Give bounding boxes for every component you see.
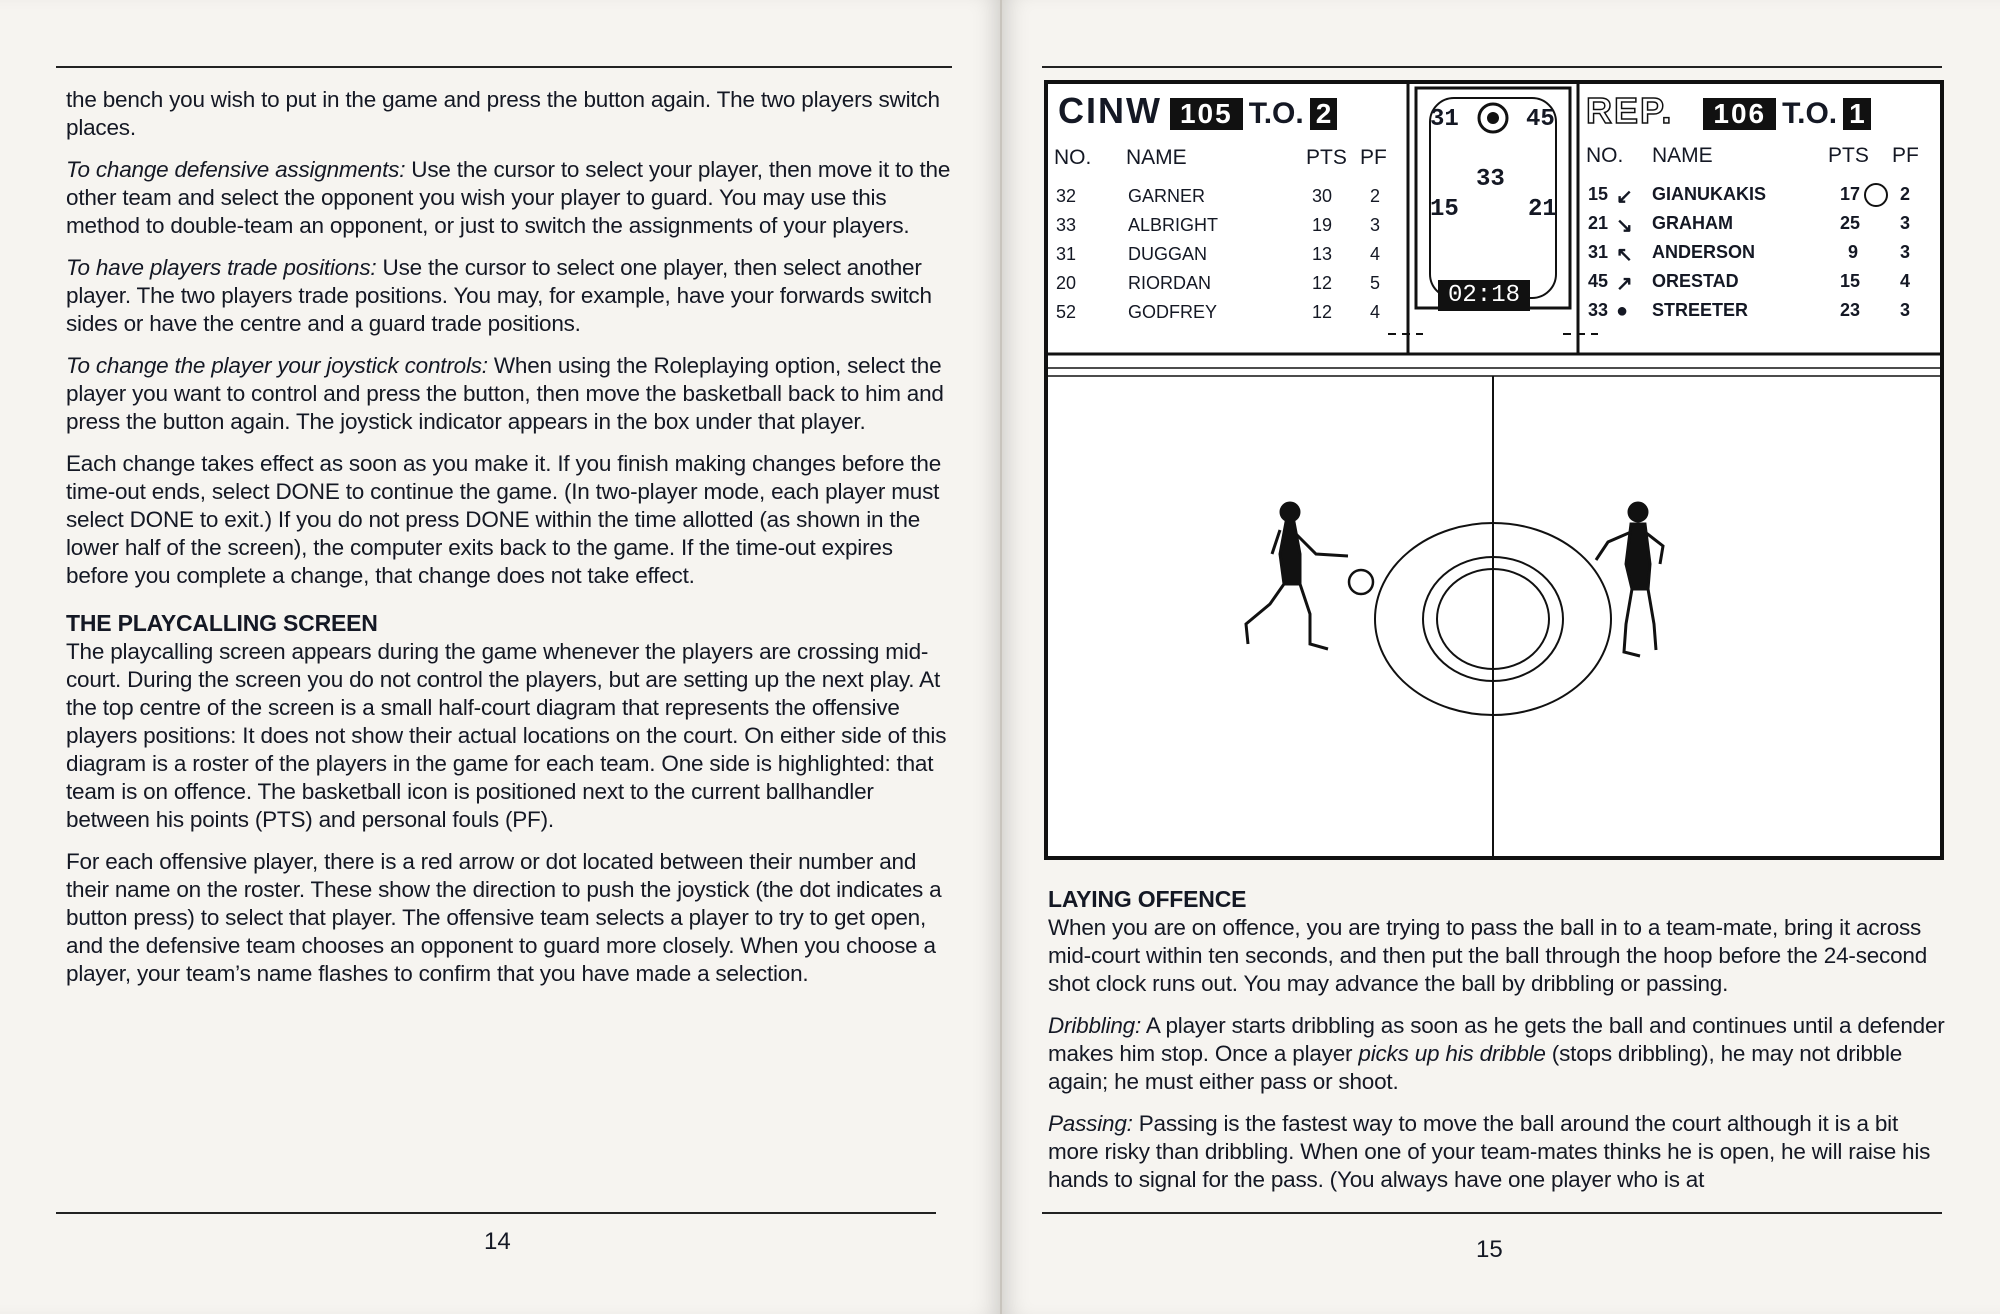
player-pf: 3 bbox=[1900, 213, 1911, 233]
heading-playcalling: THE PLAYCALLING SCREEN bbox=[66, 610, 378, 636]
timeout-count: 1 bbox=[1843, 98, 1871, 130]
player-name: GIANUKAKIS bbox=[1652, 184, 1767, 204]
col-name: NAME bbox=[1652, 144, 1713, 167]
bottom-rule bbox=[56, 1212, 936, 1214]
player-pts: 12 bbox=[1312, 302, 1333, 322]
team-score: 106 bbox=[1703, 98, 1776, 130]
team-name: CINW bbox=[1058, 90, 1162, 131]
player-pts: 23 bbox=[1840, 300, 1861, 320]
player-number: 45 bbox=[1588, 271, 1609, 291]
paragraph-joystick: To change the player your joystick controls: When using the Roleplaying option, select the player you want to control and press the button, then move the basketball back to him and press the button again. The joystick indicator appears in the box under that player. bbox=[66, 353, 944, 434]
timeout-count: 2 bbox=[1310, 98, 1338, 130]
page-number: 14 bbox=[484, 1228, 511, 1255]
player-name: GRAHAM bbox=[1652, 213, 1733, 233]
player-pts: 12 bbox=[1312, 273, 1333, 293]
diagram-number: 33 bbox=[1476, 166, 1505, 193]
player-pf: 2 bbox=[1370, 186, 1381, 206]
player-name: STREETER bbox=[1652, 300, 1749, 320]
col-no: NO. bbox=[1586, 144, 1624, 167]
top-rule bbox=[1042, 66, 1942, 68]
player-row[interactable] bbox=[1582, 184, 1940, 212]
player-name: RIORDAN bbox=[1128, 273, 1212, 293]
col-name: NAME bbox=[1126, 146, 1187, 169]
paragraph-defensive: To change defensive assignments: Use the cursor to select your player, then move it to the other team and select the opponent you wish your player to guard. You may use this method to double-team an opponent, or just to switch the assignments of your players. bbox=[66, 157, 951, 238]
paragraph-dribbling: Dribbling: A player starts dribbling as soon as he gets the ball and continues until a defender makes him stop. Once a player picks up his dribble (stops dribbling), he may not dribble again; he must either pass or shoot. bbox=[1048, 1013, 1945, 1094]
diagram-number: 31 bbox=[1430, 106, 1459, 133]
timeout-label: T.O. bbox=[1248, 97, 1304, 130]
shot-clock: 02:18 bbox=[1438, 280, 1530, 311]
player-number: 52 bbox=[1056, 302, 1077, 322]
player-row[interactable] bbox=[1582, 271, 1940, 299]
team-name: REP. bbox=[1586, 90, 1674, 131]
col-pf: PF bbox=[1892, 144, 1919, 167]
player-name: DUGGAN bbox=[1128, 244, 1208, 264]
player-pts: 17 bbox=[1840, 184, 1861, 204]
direction-arrow-icon: ↗ bbox=[1616, 273, 1633, 295]
player-figure-left bbox=[1246, 503, 1348, 649]
player-pts: 13 bbox=[1312, 244, 1333, 264]
player-name: ALBRIGHT bbox=[1128, 215, 1219, 235]
left-body-text bbox=[66, 86, 956, 1002]
top-rule bbox=[56, 66, 952, 68]
player-pts: 25 bbox=[1840, 213, 1861, 233]
col-no: NO. bbox=[1054, 146, 1092, 169]
player-row[interactable] bbox=[1582, 242, 1940, 270]
player-number: 21 bbox=[1588, 213, 1609, 233]
right-body-text bbox=[1048, 884, 1948, 1208]
direction-arrow-icon: ↙ bbox=[1616, 186, 1633, 208]
bottom-rule bbox=[1042, 1212, 1942, 1214]
diagram-number: 21 bbox=[1528, 196, 1557, 223]
playcalling-screen bbox=[1044, 80, 1944, 860]
player-name: GARNER bbox=[1128, 186, 1206, 206]
basketball-icon bbox=[1349, 570, 1373, 594]
player-number: 31 bbox=[1056, 244, 1077, 264]
player-figure-right bbox=[1596, 503, 1663, 656]
player-pf: 5 bbox=[1370, 273, 1381, 293]
diagram-number: 45 bbox=[1526, 106, 1555, 133]
ball-handler-icon bbox=[1864, 183, 1888, 207]
timeout-label: T.O. bbox=[1782, 97, 1838, 130]
roster-rep bbox=[1582, 84, 1940, 354]
paragraph-playcalling: The playcalling screen appears during the game whenever the players are crossing mid-court. During the screen you do not control the players, but are setting up the next play. At the top centre of the screen is a small half-court diagram that represents the offensive players positions: It does not show their actual locations on the court. On either side of this diagram is a roster of the players in the game for each team. One side is highlighted: that team is on offence. The basketball icon is positioned next to the current ballhandler between his points (PTS) and personal fouls (PF). bbox=[66, 639, 947, 832]
col-pf: PF bbox=[1360, 146, 1387, 169]
paragraph-bench: the bench you wish to put in the game and press the button again. The two players switch places. bbox=[66, 87, 940, 140]
player-pf: 3 bbox=[1900, 300, 1911, 320]
diagram-number: 15 bbox=[1430, 196, 1459, 223]
paragraph-arrows: For each offensive player, there is a red arrow or dot located between their number and their name on the roster. These show the direction to push the joystick (the dot indicates a button press) to select that player. The offensive team selects a player to try to get open, and the defensive team chooses an opponent to guard more closely. When you choose a player, your team’s name flashes to confirm that you have made a selection. bbox=[66, 849, 942, 986]
player-pts: 9 bbox=[1848, 242, 1859, 262]
player-row[interactable] bbox=[1582, 300, 1940, 328]
player-number: 33 bbox=[1588, 300, 1609, 320]
player-pf: 2 bbox=[1900, 184, 1911, 204]
team-score: 105 bbox=[1170, 98, 1243, 130]
button-press-dot-icon: ● bbox=[1616, 300, 1629, 322]
player-number: 32 bbox=[1056, 186, 1077, 206]
player-pf: 4 bbox=[1370, 244, 1381, 264]
player-pts: 30 bbox=[1312, 186, 1333, 206]
col-pts: PTS bbox=[1306, 146, 1347, 169]
player-pf: 3 bbox=[1370, 215, 1381, 235]
player-name: ORESTAD bbox=[1652, 271, 1739, 291]
player-number: 20 bbox=[1056, 273, 1077, 293]
right-page bbox=[1002, 0, 2000, 1314]
player-name: GODFREY bbox=[1128, 302, 1218, 322]
direction-arrow-icon: ↖ bbox=[1616, 244, 1633, 266]
paragraph-trade: To have players trade positions: Use the cursor to select one player, then select another player. The two players trade positions. You may, for example, have your forwards switch sides or have the centre and a guard trade positions. bbox=[66, 255, 932, 336]
player-pf: 3 bbox=[1900, 242, 1911, 262]
player-number: 33 bbox=[1056, 215, 1077, 235]
player-row[interactable] bbox=[1582, 213, 1940, 241]
paragraph-passing: Passing: Passing is the fastest way to move the ball around the court although it is a bit more risky than dribbling. When one of your team-mates thinks he is open, he will raise his hands to signal for the pass. (You always have one player who is at bbox=[1048, 1111, 1931, 1192]
col-pts: PTS bbox=[1828, 144, 1869, 167]
player-pf: 4 bbox=[1900, 271, 1911, 291]
direction-arrow-icon: ↘ bbox=[1616, 215, 1633, 237]
page-number: 15 bbox=[1476, 1236, 1503, 1263]
team-header bbox=[1586, 90, 1871, 132]
paragraph-offence: When you are on offence, you are trying to pass the ball in to a team-mate, bring it across mid-court within ten seconds, and then put the ball through the hoop before the 24-second shot clock runs out. You may advance the ball by dribbling or passing. bbox=[1048, 915, 1928, 996]
player-name: ANDERSON bbox=[1652, 242, 1756, 262]
player-pts: 15 bbox=[1840, 271, 1861, 291]
player-number: 31 bbox=[1588, 242, 1609, 262]
paragraph-change: Each change takes effect as soon as you make it. If you finish making changes before the time-out ends, select DONE to continue the game. (In two-player mode, each player must select DONE to exit.) If you do not press DONE within the time allotted (as shown in the lower half of the screen), the computer exits back to the game. If the time-out expires before you complete a change, that change does not take effect. bbox=[66, 451, 942, 588]
heading-laying-offence: LAYING OFFENCE bbox=[1048, 886, 1247, 912]
player-pf: 4 bbox=[1370, 302, 1381, 322]
player-number: 15 bbox=[1588, 184, 1609, 204]
player-pts: 19 bbox=[1312, 215, 1333, 235]
